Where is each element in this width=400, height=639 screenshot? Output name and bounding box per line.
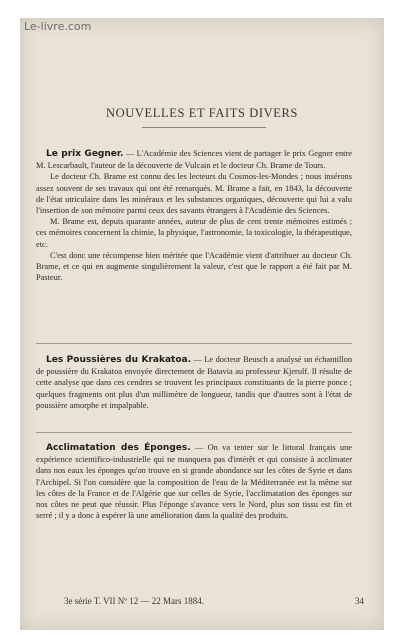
section-divider (36, 343, 352, 344)
article-paragraph: M. Brame est, depuis quarante années, auteur de plus de cent trente mémoires estimés ; ces mémoires concernent la chimie, la physique, l'astronomie, la toxicologie, la thérapeutique, etc. (36, 217, 352, 249)
article-heading: Acclimatation des Éponges. (46, 443, 191, 453)
article-heading: Le prix Gegner. (46, 149, 124, 159)
page-number: 34 (355, 596, 364, 606)
article-paragraph: Acclimatation des Éponges. — On va tenter sur le littoral français une expérience scientifico-industrielle qui ne manquera pas d'intérêt et qui consiste à acclimater dans nos eaux les éponges qu'on trouve en si grande abondance sur les côtes de Syrie et dans l'Archipel. Si l'on considère que la composition de l'eau de la Méditerranée est la même sur les côtes de la France et de l'Algérie que sur celles de Syrie, l'acclimatation des éponges sur nos côtes ne peut que réussir. Plus l'éponge s'avance vers le Nord, plus son tissu est fin et serré ; il y a donc à espérer là une amélioration dans la qualité des produits. (36, 443, 352, 521)
book-page (20, 18, 384, 630)
article-paragraph: Le prix Gegner. — L'Académie des Sciences vient de partager le prix Gegner entre M. Lescarbault, l'auteur de la découverte de Vulcain et le docteur Ch. Brame de Tours. (36, 149, 352, 171)
article-paragraph: C'est donc une récompense bien méritée que l'Académie vient d'attribuer au docteur Ch. Brame, et ce qui en augmente singulièrement la valeur, c'est que le rapport a été fait par M. Pasteur. (36, 250, 352, 283)
article-eponges (36, 442, 352, 521)
series-info: 3e série T. VII Nº 12 — 22 Mars 1884. (64, 596, 205, 606)
section-divider (36, 432, 352, 433)
article-paragraph: Le docteur Ch. Brame est connu des les lecteurs du Cosmos-les-Mondes ; nous insérons assez souvent de ses travaux qui ont été remarqués. M. Brame a fait, en 1843, la découverte de l'état utriculaire dans les minéraux et les substances organiques, découverte qui lui a valu l'insertion de son mémoire parmi ceux des savants étrangers à l'Académie des Sciences. (36, 172, 352, 216)
article-heading: Les Poussières du Krakatoa. (46, 355, 192, 365)
watermark: Le-livre.com (24, 20, 92, 33)
article-prix-gegner (36, 148, 352, 283)
page-footer (64, 596, 364, 606)
page-title: NOUVELLES ET FAITS DIVERS (106, 106, 298, 120)
article-paragraph: Les Poussières du Krakatoa. — Le docteur Beusch a analysé un échantillon de poussière du Krakatoa envoyée directement de Batavia au professeur Kjerulf. Il résulte de cette analyse que dans ces cendres se trouvent les principaux constituants de la pierre ponce ; quelques fragments ont plus d'un millimètre de longueur, tandis que d'autres sont à l'état de poussière amorphe et impalpable. (36, 355, 353, 410)
article-krakatoa (36, 354, 352, 411)
title-rule (142, 127, 266, 128)
